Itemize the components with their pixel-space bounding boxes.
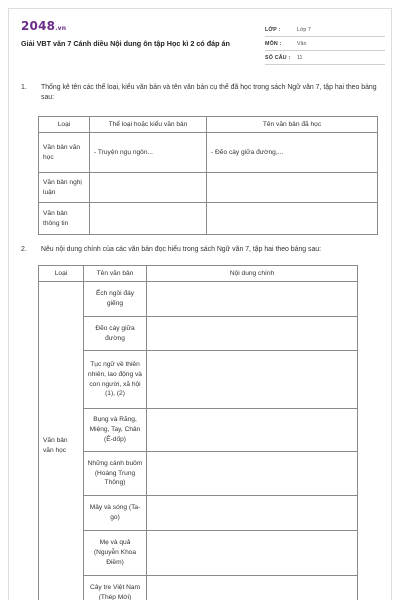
cell-genre: - Truyện ngụ ngôn... <box>90 133 207 173</box>
question-2 <box>21 245 381 257</box>
meta-key: MÔN : <box>265 41 282 47</box>
cell-type: Văn bản văn học <box>39 133 90 173</box>
cell-type: Văn bản nghị luận <box>39 173 90 203</box>
cell-text-name: Đẽo cày giữa đường <box>84 317 147 351</box>
table-row <box>39 133 378 173</box>
document-title: Giải VBT văn 7 Cánh diều Nội dung ôn tập Học kì 2 có đáp án <box>21 39 230 48</box>
document-page <box>8 8 392 600</box>
meta-value: 11 <box>297 55 303 61</box>
cell-content <box>147 496 358 531</box>
cell-text-name: Những cánh buồm (Hoàng Trung Thông) <box>84 452 147 496</box>
table-row <box>39 531 358 576</box>
summary-table-1 <box>38 116 378 235</box>
table-row <box>39 173 378 203</box>
table-row <box>39 351 358 409</box>
cell-text-name: Bụng và Răng, Miệng, Tay, Chân (Ê-dốp) <box>84 409 147 452</box>
table-row <box>39 452 358 496</box>
cell-content <box>147 282 358 317</box>
cell-content <box>147 576 358 600</box>
meta-key: LỚP : <box>265 27 281 33</box>
table-row <box>39 317 358 351</box>
question-number: 2. <box>21 246 27 253</box>
column-header: Tên văn bản đã học <box>207 117 378 133</box>
cell-content <box>147 531 358 576</box>
cell-type: Văn bản văn học <box>39 282 84 600</box>
cell-text-name: Mẹ và quả (Nguyễn Khoa Điềm) <box>84 531 147 576</box>
question-text: Nêu nội dung chính của các văn bản đọc hiểu trong sách Ngữ văn 7, tập hai theo bảng sau: <box>41 246 322 253</box>
cell-content <box>147 452 358 496</box>
meta-value: Lớp 7 <box>297 27 311 33</box>
cell-texts: - Đẽo cày giữa đường,... <box>207 133 378 173</box>
table-row <box>39 576 358 600</box>
meta-row-question-count <box>265 51 385 65</box>
column-header: Nội dung chính <box>147 266 358 282</box>
cell-text-name: Ếch ngồi đáy giếng <box>84 282 147 317</box>
cell-text-name: Cây tre Việt Nam (Thép Mới) <box>84 576 147 600</box>
cell-texts <box>207 173 378 203</box>
column-header: Tên văn bản <box>84 266 147 282</box>
document-header <box>21 19 381 67</box>
summary-table-2 <box>38 265 358 600</box>
question-number: 1. <box>21 84 27 91</box>
table-header-row <box>39 266 358 282</box>
table-header-row <box>39 117 378 133</box>
meta-value: Văn <box>297 41 307 47</box>
cell-content <box>147 351 358 409</box>
column-header: Loại <box>39 266 84 282</box>
table-row <box>39 409 358 452</box>
site-logo[interactable]: 2048.vn <box>21 19 67 33</box>
table-row <box>39 203 378 235</box>
cell-text-name: Mây và sóng (Ta-go) <box>84 496 147 531</box>
column-header: Thể loại hoặc kiểu văn bản <box>90 117 207 133</box>
meta-row-subject <box>265 37 385 51</box>
cell-texts <box>207 203 378 235</box>
meta-row-class <box>265 23 385 37</box>
cell-genre <box>90 173 207 203</box>
cell-genre <box>90 203 207 235</box>
table-row <box>39 496 358 531</box>
cell-content <box>147 409 358 452</box>
table-row <box>39 282 358 317</box>
question-1 <box>21 83 381 105</box>
cell-type: Văn bản thông tin <box>39 203 90 235</box>
document-meta <box>265 23 385 65</box>
column-header: Loại <box>39 117 90 133</box>
question-text: Thống kê tên các thể loại, kiểu văn bản và tên văn bản cụ thể đã học trong sách Ngữ văn 7, tập hai theo bảng sau: <box>41 84 377 101</box>
cell-text-name: Tục ngữ về thiên nhiên, lao động và con người, xã hội (1), (2) <box>84 351 147 409</box>
cell-content <box>147 317 358 351</box>
meta-key: SỐ CÂU : <box>265 55 291 61</box>
